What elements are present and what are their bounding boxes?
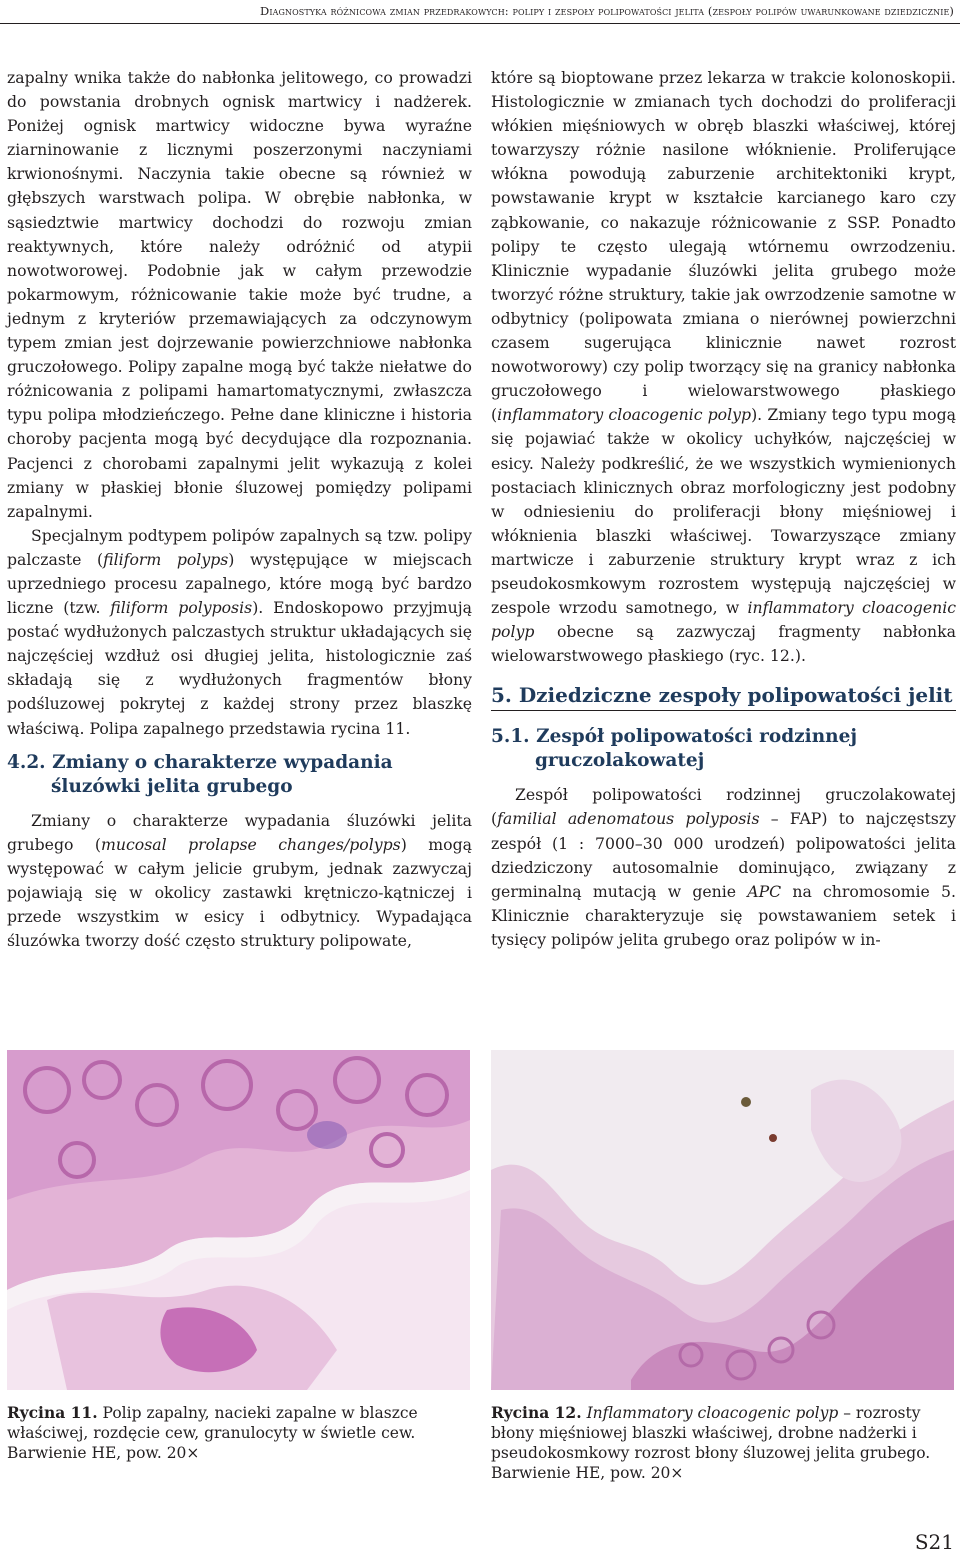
figure-caption-11 [7, 1403, 472, 1463]
caption-text: Polip zapalny, nacieki zapalne w blaszce właściwej, rozdęcie cew, granulocyty w świetle cew. Barwienie HE, pow. 20× [7, 1404, 418, 1462]
histology-illustration [491, 1050, 954, 1390]
left-column [7, 66, 472, 953]
paragraph: które są bioptowane przez lekarza w trakcie kolonoskopii. Histologicznie w zmianach tych dochodzi do proliferacji włókien mięśniowych w obręb blaszki właściwej, której towarzyszy różnie nasilone włóknienie. Proliferujące włókna powodują zaburzenie architektoniki krypt, powstawanie krypt w kształcie karcianego karo czy ząbkowanie, co nakazuje różnicowanie z SSP. Ponadto polipy te często ulegają wtórnemu owrzodzeniu. Klinicznie wypadanie śluzówki jelita grubego może tworzyć różne struktury, takie jak owrzodzenie samotne w odbytnicy (polipowata zmiana o nierównej powierzchni czasem sugerująca klinicznie nawet rozrost nowotworowy) czy polip tworzący się na granicy nabłonka gruczołowego i wielowarstwowego płaskiego (inflammatory cloacogenic polyp). Zmiany tego typu mogą się pojawiać także w okolicy uchyłków, najczęściej w esicy. Należy podkreślić, że we wszystkich wymienionych postaciach klinicznych obraz morfologiczny jest podobny w odniesieniu do proliferacji błony mięśniowej i włóknienia blaszki właściwej. Towarzyszące zmiany martwicze i zaburzenie struktury krypt wraz z ich pseudokosmkowym rozrostem występują najczęściej w zespole wrzodu samotnego, w inflammatory cloacogenic polyp obecne są zazwyczaj fragmenty nabłonka wielowarstwowego płaskiego (ryc. 12.). [491, 68, 957, 666]
paragraph: Specjalnym podtypem polipów zapalnych są tzw. polipy palczaste (filiform polyps) występujące w miejscach uprzedniego procesu zapalnego, które mogą być bardzo liczne (tzw. filiform polyposis). Endoskopowo przyjmują postać wydłużonych palczastych struktur układających się najczęściej wzdłuż osi długiej jelita, histologicznie zaś składają się z wydłużonych fragmentów błony podśluzowej pokrytej z każdej strony przez blaszkę właściwą. Polipa zapalnego przedstawia rycina 11. [7, 525, 473, 738]
right-column [491, 66, 956, 952]
histology-image-fig12 [491, 1050, 954, 1390]
section-heading-5: 5. Dziedziczne zespoły polipowatości jelit [491, 682, 956, 711]
histology-illustration [7, 1050, 470, 1390]
figure-label: Rycina 12. [491, 1403, 582, 1422]
figure-label: Rycina 11. [7, 1403, 98, 1422]
paragraph: zapalny wnika także do nabłonka jelitowego, co prowadzi do powstania drobnych ognisk martwicy i nadżerek. Poniżej ognisk martwicy widoczne bywa wyraźne ziarninowanie z licznymi poszerzonymi naczyniami krwionośnymi. Naczynia takie obecne są również w głębszych warstwach polipa. W obrębie nabłonka, w sąsiedztwie martwicy dochodzi do rozwoju zmian reaktywnych, które należy odróżnić od atypii nowotworowej. Podobnie jak w całym przewodzie pokarmowym, różnicowanie takie może być trudne, a jednym z kryteriów przemawiających za odczynowym typem zmian jest dojrzewanie powierzchniowe nabłonka gruczołowego. Polipy zapalne mogą być także niełatwe do różnicowania z polipami hamartomatycznymi, zwłaszcza typu polipa młodzieńczego. Pełne dane kliniczne i historia choroby pacjenta mogą być decydujące dla rozpoznania. Pacjenci z chorobami zapalnymi jelit wykazują z kolei zmiany w płaskiej błonie śluzowej pomiędzy polipami zapalnymi. [7, 68, 472, 521]
paragraph: Zmiany o charakterze wypadania śluzówki jelita grubego (mucosal prolapse changes/polyps) mogą występować w całym jelicie grubym, jednak zazwyczaj pojawiają się w okolicy zastawki krętniczo-kątniczej i przede wszystkim w esicy i odbytnicy. Wypadająca śluzówka tworzy dość często struktury polipowate, [7, 810, 472, 951]
section-heading-4-2: 4.2. Zmiany o charakterze wypadania śluzówki jelita grubego [7, 751, 393, 797]
paragraph: Zespół polipowatości rodzinnej gruczolakowatej (familial adenomatous polyposis – FAP) to najczęstszy zespół (1 : 7000–30 000 urodzeń) polipowatości jelita dziedziczony autosomalnie dominująco, związany z germinalną mutacją w genie APC na chromosomie 5. Klinicznie charakteryzuje się powstawaniem setek i tysięcy polipów jelita grubego oraz polipów w in- [491, 785, 956, 949]
caption-text: – rozrosty błony mięśniowej blaszki właściwej, drobne nadżerki i pseudokosmkowy rozrost błony śluzowej jelita grubego. Barwienie HE, pow. 20× [491, 1404, 931, 1482]
figure-caption-12 [491, 1403, 956, 1483]
section-heading-5-1: 5.1. Zespół polipowatości rodzinnej gruczolakowatej [491, 726, 858, 772]
histology-image-fig11 [7, 1050, 470, 1390]
caption-italic-text: Inflammatory cloacogenic polyp [586, 1404, 839, 1422]
running-header: Diagnostyka różnicowa zmian przedrakowych: polipy i zespoły polipowatości jelita (zespoły polipów uwarunkowane dziedzicznie) [0, 0, 960, 24]
page-number: S21 [914, 1530, 954, 1554]
